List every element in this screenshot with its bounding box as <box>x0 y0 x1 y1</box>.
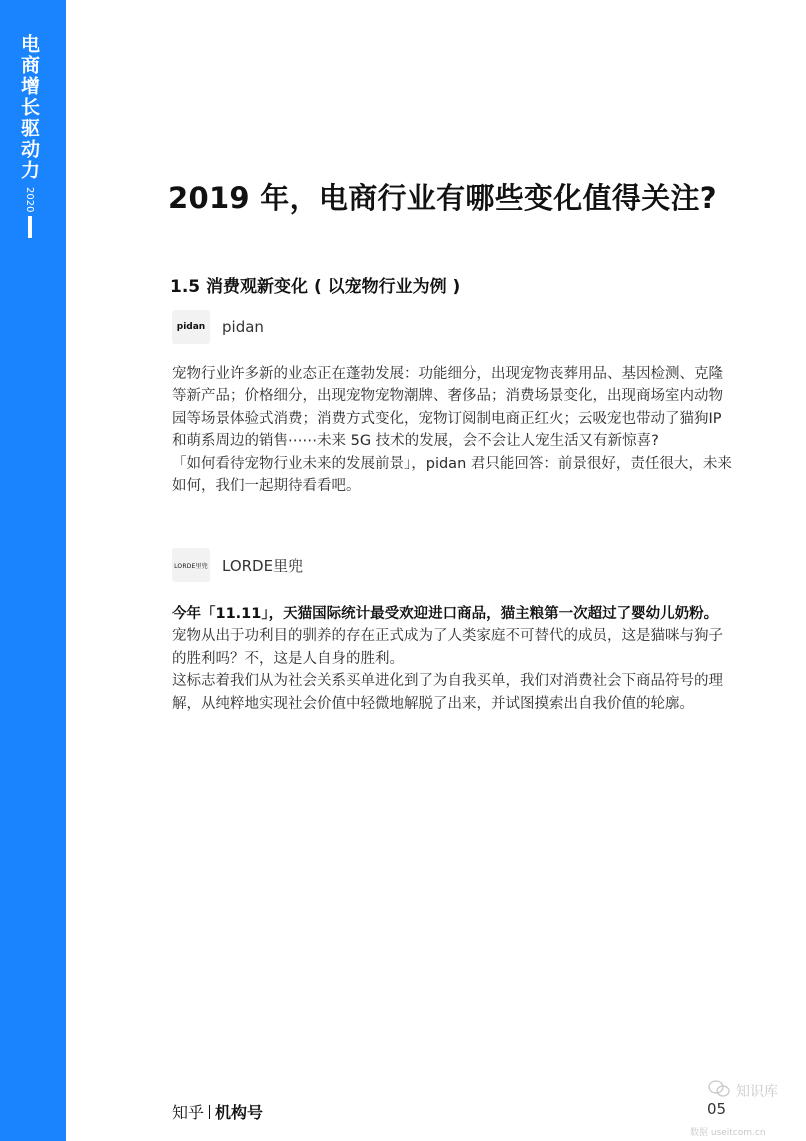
sidebar-title <box>16 34 43 238</box>
highlight-line: 今年「11.11」，天猫国际统计最受欢迎进口商品，猫主粮第一次超过了婴幼儿奶粉。 <box>172 606 719 622</box>
brand-lorde <box>172 548 303 582</box>
sidebar-year: 2020 <box>24 187 35 213</box>
sidebar-accent-bar <box>28 216 32 238</box>
brand-name-pidan: pidan <box>222 318 264 336</box>
pidan-text-block <box>172 363 732 497</box>
footer-org: 机构号 <box>215 1103 264 1122</box>
watermark <box>708 1080 778 1102</box>
page-number: 05 <box>707 1100 727 1118</box>
footer-zhihu-logo <box>172 1100 263 1123</box>
footer-divider <box>209 1105 210 1119</box>
watermark-url: 数据 useitcom.cn <box>690 1128 766 1138</box>
paragraph: 宠物行业许多新的业态正在蓬勃发展：功能细分，出现宠物丧葬用品、基因检测、克隆等新产品；价格细分，出现宠物宠物潮牌、奢侈品；消费场景变化，出现商场室内动物园等场景体验式消费；消费方式变化，宠物订阅制电商正红火；云吸宠也带动了猫狗IP和萌系周边的销售⋯⋯未来 5G 技术的发展，会不会让人宠生活又有新惊喜? <box>172 366 723 450</box>
wechat-icon <box>708 1080 730 1102</box>
lorde-text-block <box>172 603 732 715</box>
page-title: 2019 年，电商行业有哪些变化值得关注? <box>168 181 717 215</box>
brand-name-lorde: LORDE里兜 <box>222 556 304 575</box>
sidebar <box>0 0 66 1141</box>
paragraph: 「如何看待宠物行业未来的发展前景」，pidan 君只能回答：前景很好，责任很大，未来如何，我们一起期待看看吧。 <box>172 455 732 495</box>
lorde-logo: LORDE里兜 <box>172 548 210 582</box>
paragraph: 这标志着我们从为社会关系买单进化到了为自我买单，我们对消费社会下商品符号的理解，从纯粹地实现社会价值中轻微地解脱了出来，并试图摸索出自我价值的轮廓。 <box>172 673 723 712</box>
sidebar-title-text: 电商增长驱动力 <box>18 34 40 181</box>
pidan-logo: pidan <box>172 310 210 344</box>
footer-brand: 知乎 <box>172 1103 205 1122</box>
watermark-text: 知识库 <box>736 1084 778 1100</box>
brand-pidan <box>172 310 264 344</box>
paragraph: 宠物从出于功利目的驯养的存在正式成为了人类家庭不可替代的成员，这是猫咪与狗子的胜利吗？不，这是人自身的胜利。 <box>172 628 723 667</box>
section-heading: 1.5 消费观新变化 ( 以宠物行业为例 ) <box>170 277 461 297</box>
